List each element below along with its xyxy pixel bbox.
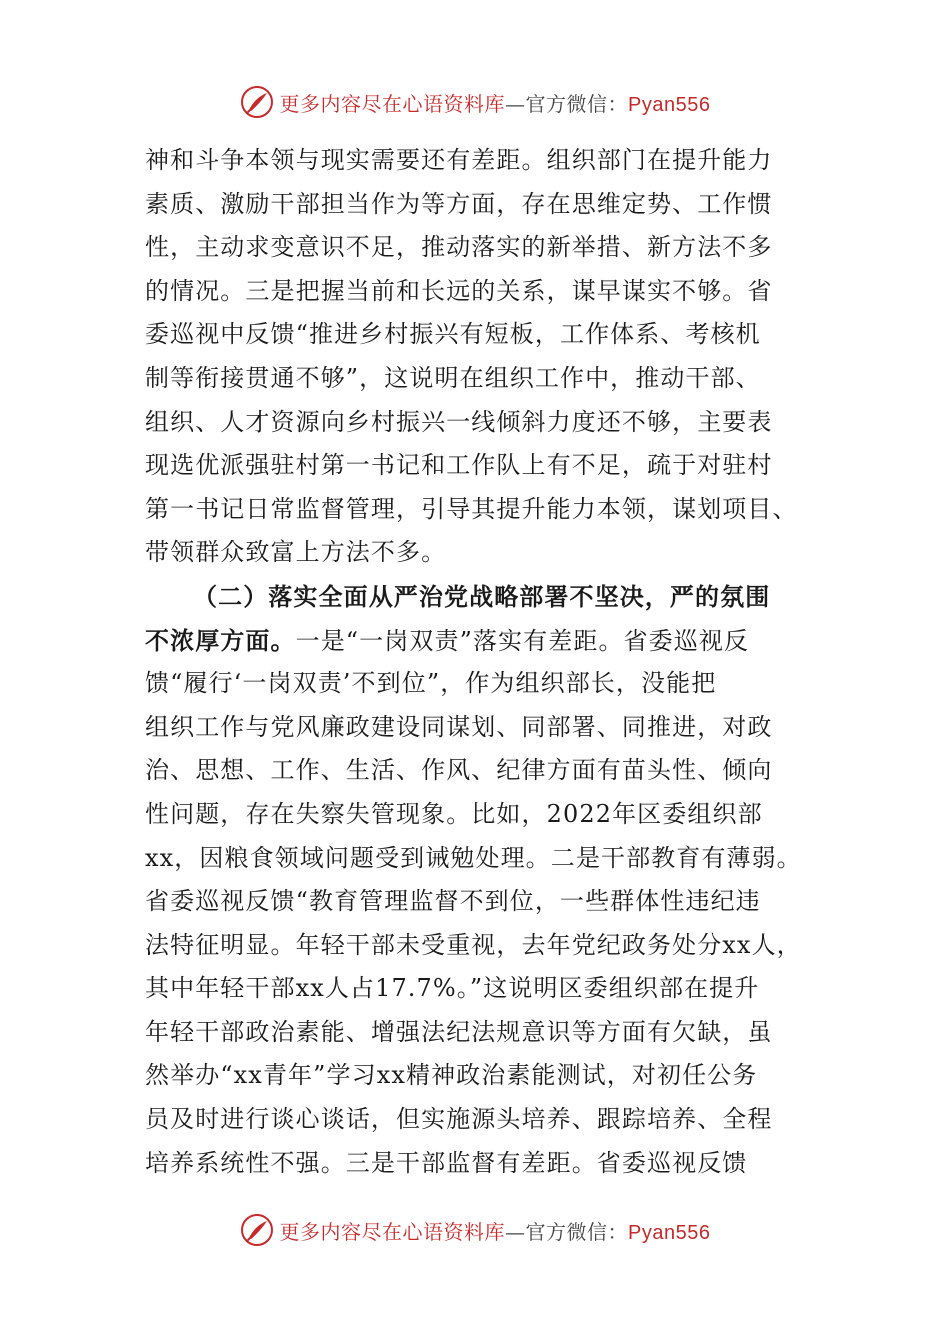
watermark-text: [280, 1216, 711, 1245]
text-line: 神和斗争本领与现实需要还有差距。组织部门在提升能力: [145, 146, 773, 174]
text-line: 员及时进行谈心谈话，但实施源头培养、跟踪培养、全程: [145, 1105, 773, 1134]
text-line: xx，因粮食领域问题受到诫勉处理。二是干部教育有薄弱。: [145, 843, 802, 872]
watermark-brand: 更多内容尽在心语资料库: [279, 91, 506, 116]
text-line: 组织工作与党风廉政建设同谋划、同部署、同推进，对政: [145, 712, 773, 741]
watermark-brand: 更多内容尽在心语资料库: [279, 1219, 506, 1244]
text-line: 培养系统性不强。三是干部监督有差距。省委巡视反馈: [145, 1148, 748, 1177]
watermark-wechat-label: 官方微信：: [525, 91, 629, 116]
text-line: 性，主动求变意识不足，推动落实的新举措、新方法不多: [145, 233, 773, 262]
text-line: 带领群众致富上方法不多。: [145, 538, 447, 567]
text-line: 馈“履行‘一岗双责’不到位”，作为组织部长，没能把: [145, 669, 717, 698]
text-line: 其中年轻干部xx人占17.7%。”这说明区委组织部在提升: [145, 974, 760, 1003]
text-line: 委巡视中反馈“推进乡村振兴有短板，工作体系、考核机: [145, 320, 761, 349]
footer-watermark: [0, 1210, 950, 1250]
section-text: 一是“一岗双责”落实有差距。省委巡视反: [295, 626, 750, 655]
text-line: [145, 619, 805, 663]
text-line: 制等衔接贯通不够”，这说明在组织工作中，推动干部、: [145, 363, 761, 392]
text-line: 治、思想、工作、生活、作风、纪律方面有苗头性、倾向: [145, 756, 773, 785]
text-line: 素质、激励干部担当作为等方面，存在思维定势、工作惯: [145, 189, 773, 218]
watermark-text: [280, 88, 711, 117]
watermark-separator: —: [505, 91, 526, 116]
quill-logo-icon: [240, 1213, 274, 1247]
text-line: 现选优派强驻村第一书记和工作队上有不足，疏于对驻村: [145, 451, 773, 480]
text-line: 法特征明显。年轻干部未受重视，去年党纪政务处分xx人，: [145, 930, 802, 959]
text-line: 第一书记日常监督管理，引导其提升能力本领，谋划项目、: [145, 494, 798, 523]
watermark-wechat-label: 官方微信：: [525, 1219, 629, 1244]
section-heading: （二）落实全面从严治党战略部署不坚决，严的氛围: [193, 581, 771, 611]
header-watermark: [0, 82, 950, 122]
text-line: 性问题，存在失察失管现象。比如，2022年区委组织部: [145, 799, 763, 828]
text-line: 组织、人才资源向乡村振兴一线倾斜力度还不够，主要表: [145, 407, 773, 436]
text-line: 省委巡视反馈“教育管理监督不到位，一些群体性违纪违: [145, 887, 761, 916]
text-line: 然举办“xx青年”学习xx精神政治素能测试，对初任公务: [145, 1061, 758, 1090]
section-heading-end: 不浓厚方面。: [145, 625, 296, 655]
watermark-wechat-id: Pyan556: [628, 93, 711, 116]
watermark-separator: —: [505, 1219, 526, 1244]
watermark-wechat-id: Pyan556: [628, 1221, 711, 1244]
quill-logo-icon: [240, 85, 274, 119]
document-body: [145, 139, 805, 1185]
text-line: 年轻干部政治素能、增强法纪法规意识等方面有欠缺，虽: [145, 1017, 773, 1046]
text-line: 的情况。三是把握当前和长远的关系，谋早谋实不够。省: [145, 276, 773, 305]
